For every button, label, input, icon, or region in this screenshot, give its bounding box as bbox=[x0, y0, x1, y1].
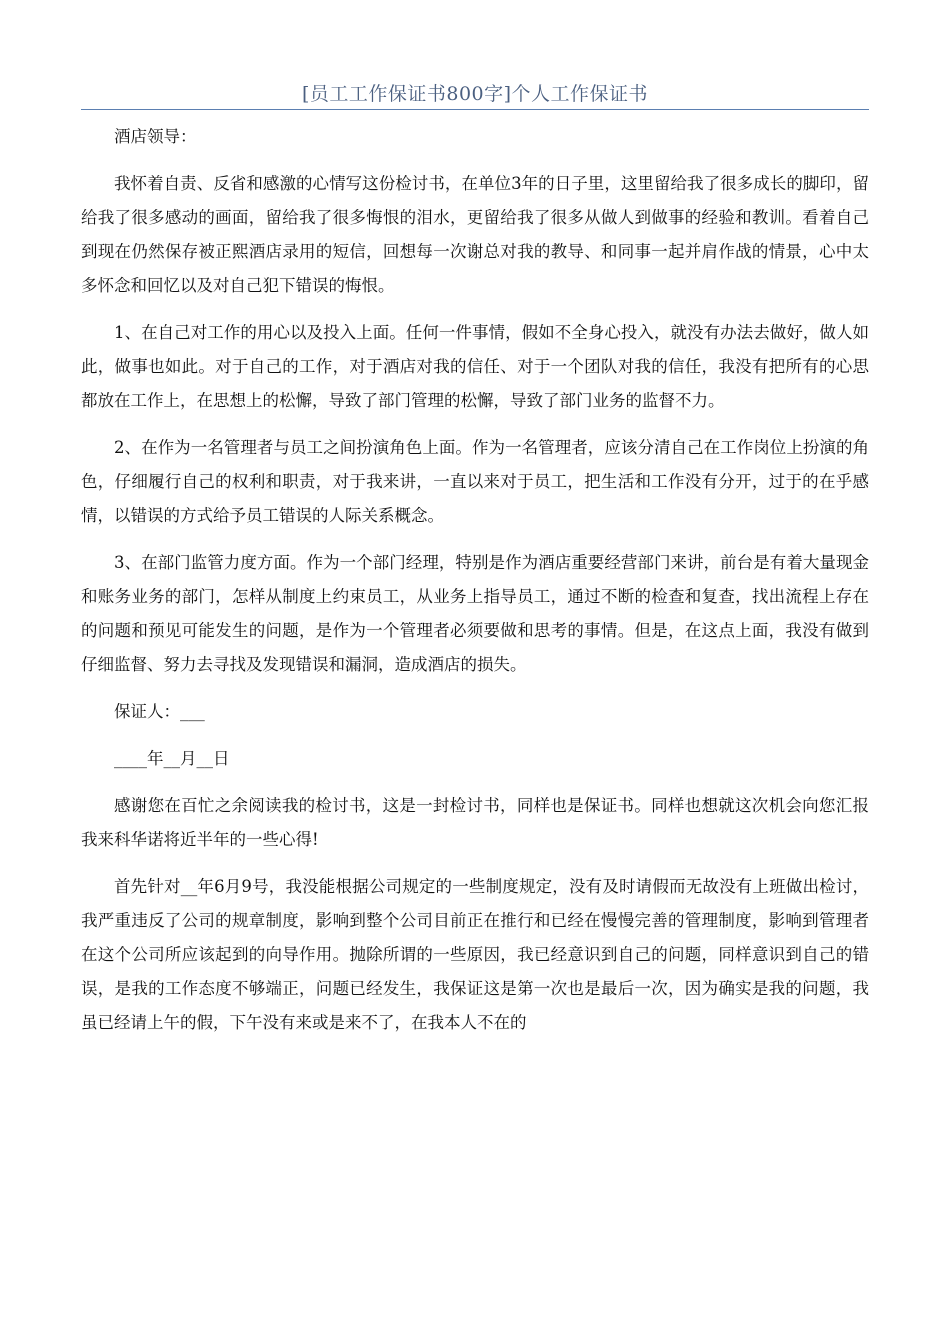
date-line: ____年__月__日 bbox=[114, 749, 230, 768]
paragraph-point-1: 1、在自己对工作的用心以及投入上面。任何一件事情，假如不全身心投入，就没有办法去做好，做人如此，做事也如此。对于自己的工作，对于酒店对我的信任、对于一个团队对我的信任，我没有把所有的心思都放在工作上，在思想上的松懈，导致了部门管理的松懈，导致了部门业务的监督不力。 bbox=[81, 323, 869, 410]
paragraph-self-review: 首先针对__年6月9号，我没能根据公司规定的一些制度规定，没有及时请假而无故没有上班做出检讨，我严重违反了公司的规章制度，影响到整个公司目前正在推行和已经在慢慢完善的管理制度，影响到管理者在这个公司所应该起到的向导作用。抛除所谓的一些原因，我已经意识到自己的问题，同样意识到自己的错误，是我的工作态度不够端正，问题已经发生，我保证这是第一次也是最后一次，因为确实是我的问题，我虽已经请上午的假，下午没有来或是来不了，在我本人不在的 bbox=[81, 877, 869, 1032]
paragraph-point-2: 2、在作为一名管理者与员工之间扮演角色上面。作为一名管理者，应该分清自己在工作岗位上扮演的角色，仔细履行自己的权利和职责，对于我来讲，一直以来对于员工，把生活和工作没有分开，过于的在乎感情，以错误的方式给予员工错误的人际关系概念。 bbox=[81, 438, 869, 525]
paragraph-point-3: 3、在部门监管力度方面。作为一个部门经理，特别是作为酒店重要经营部门来讲，前台是有着大量现金和账务业务的部门，怎样从制度上约束员工，从业务上指导员工，通过不断的检查和复查，找出流程上存在的问题和预见可能发生的问题，是作为一个管理者必须要做和思考的事情。但是，在这点上面，我没有做到仔细监督、努力去寻找及发现错误和漏洞，造成酒店的损失。 bbox=[81, 553, 869, 674]
paragraph-intro: 我怀着自责、反省和感激的心情写这份检讨书，在单位3年的日子里，这里留给我了很多成长的脚印，留给我了很多感动的画面，留给我了很多悔恨的泪水，更留给我了很多从做人到做事的经验和教训。看着自己到现在仍然保存被正熙酒店录用的短信，回想每一次谢总对我的教导、和同事一起并肩作战的情景，心中太多怀念和回忆以及对自己犯下错误的悔恨。 bbox=[81, 174, 869, 295]
paragraph-thanks: 感谢您在百忙之余阅读我的检讨书，这是一封检讨书，同样也是保证书。同样也想就这次机会向您汇报我来科华诺将近半年的一些心得! bbox=[81, 796, 869, 849]
document-body bbox=[81, 120, 869, 1053]
document-title: [员工工作保证书800字]个人工作保证书 bbox=[301, 83, 649, 105]
salutation: 酒店领导： bbox=[114, 127, 197, 146]
guarantor-line: 保证人：___ bbox=[114, 702, 205, 721]
title-divider bbox=[81, 109, 869, 110]
